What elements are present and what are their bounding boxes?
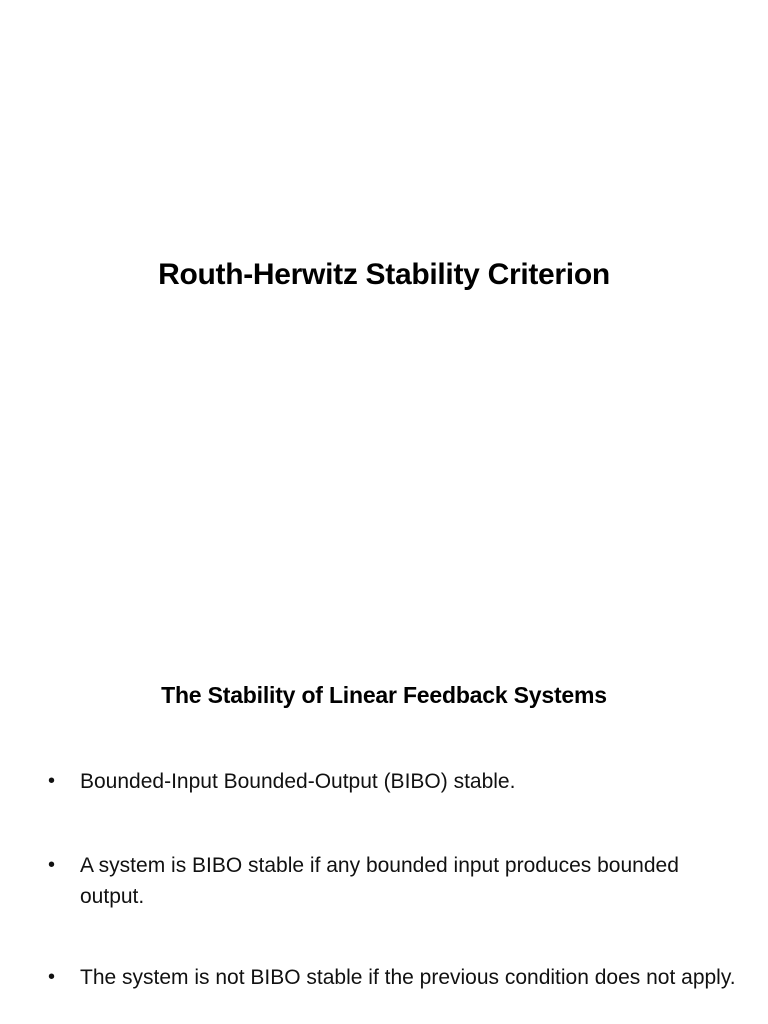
slide-title: Routh-Herwitz Stability Criterion bbox=[158, 258, 610, 291]
bullet-text: Bounded-Input Bounded-Output (BIBO) stable. bbox=[80, 770, 516, 793]
slide-heading: The Stability of Linear Feedback Systems bbox=[161, 682, 607, 708]
bullet-item bbox=[48, 766, 515, 797]
bullet-item bbox=[48, 962, 740, 993]
bullet-text: The system is not BIBO stable if the previous condition does not apply. bbox=[80, 966, 736, 989]
content-slide bbox=[0, 640, 768, 1024]
bullet-icon: • bbox=[48, 770, 56, 792]
bullet-text: A system is BIBO stable if any bounded input produces bounded output. bbox=[80, 854, 679, 908]
bullet-item bbox=[48, 850, 690, 912]
bullet-icon: • bbox=[48, 966, 56, 988]
bullet-icon: • bbox=[48, 854, 56, 876]
